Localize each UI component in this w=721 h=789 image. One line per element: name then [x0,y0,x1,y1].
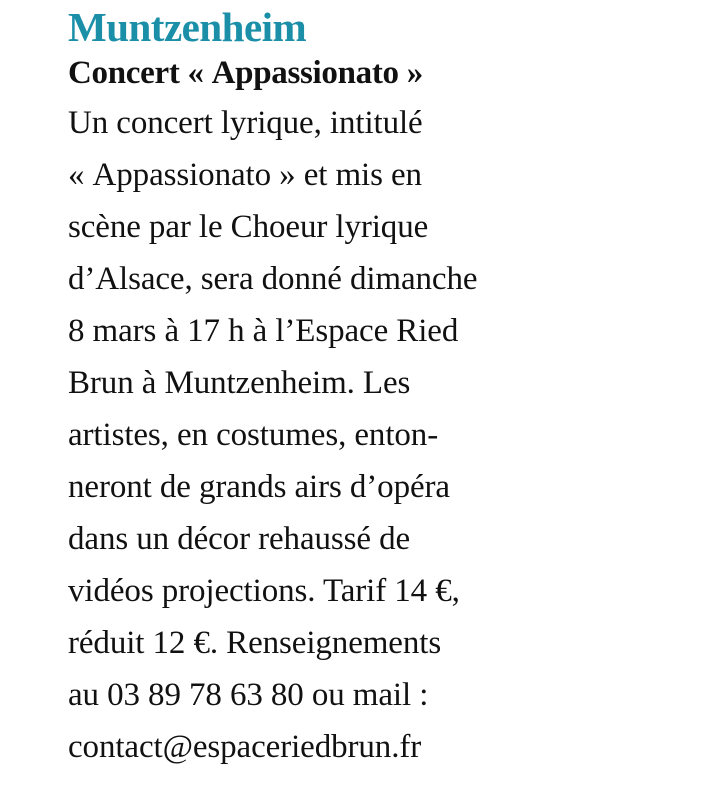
article-body-line: neront de grands airs d’opéra [68,469,450,505]
article-body [68,97,713,773]
article-body-line: artistes, en costumes, enton- [68,417,439,453]
article-body-line: réduit 12 €. Renseignements [68,625,442,661]
article-body-line: au 03 89 78 63 80 ou mail : [68,677,429,713]
article-body-line: Un concert lyrique, intitulé [68,105,423,141]
article-body-line: vidéos projections. Tarif 14 €, [68,573,460,609]
article-headline: Concert « Appassionato » [68,55,423,91]
article-body-line: d’Alsace, sera donné dimanche [68,261,478,297]
article-body-line: scène par le Choeur lyrique [68,209,429,245]
article-locality: Muntzenheim [68,4,307,50]
article-body-line: dans un décor rehaussé de [68,521,411,557]
article-body-line: 8 mars à 17 h à l’Espace Ried [68,313,459,349]
article-body-line: Brun à Muntzenheim. Les [68,365,411,401]
article-body-line: contact@espaceriedbrun.fr [68,729,422,765]
article-body-line: « Appassionato » et mis en [68,157,422,193]
